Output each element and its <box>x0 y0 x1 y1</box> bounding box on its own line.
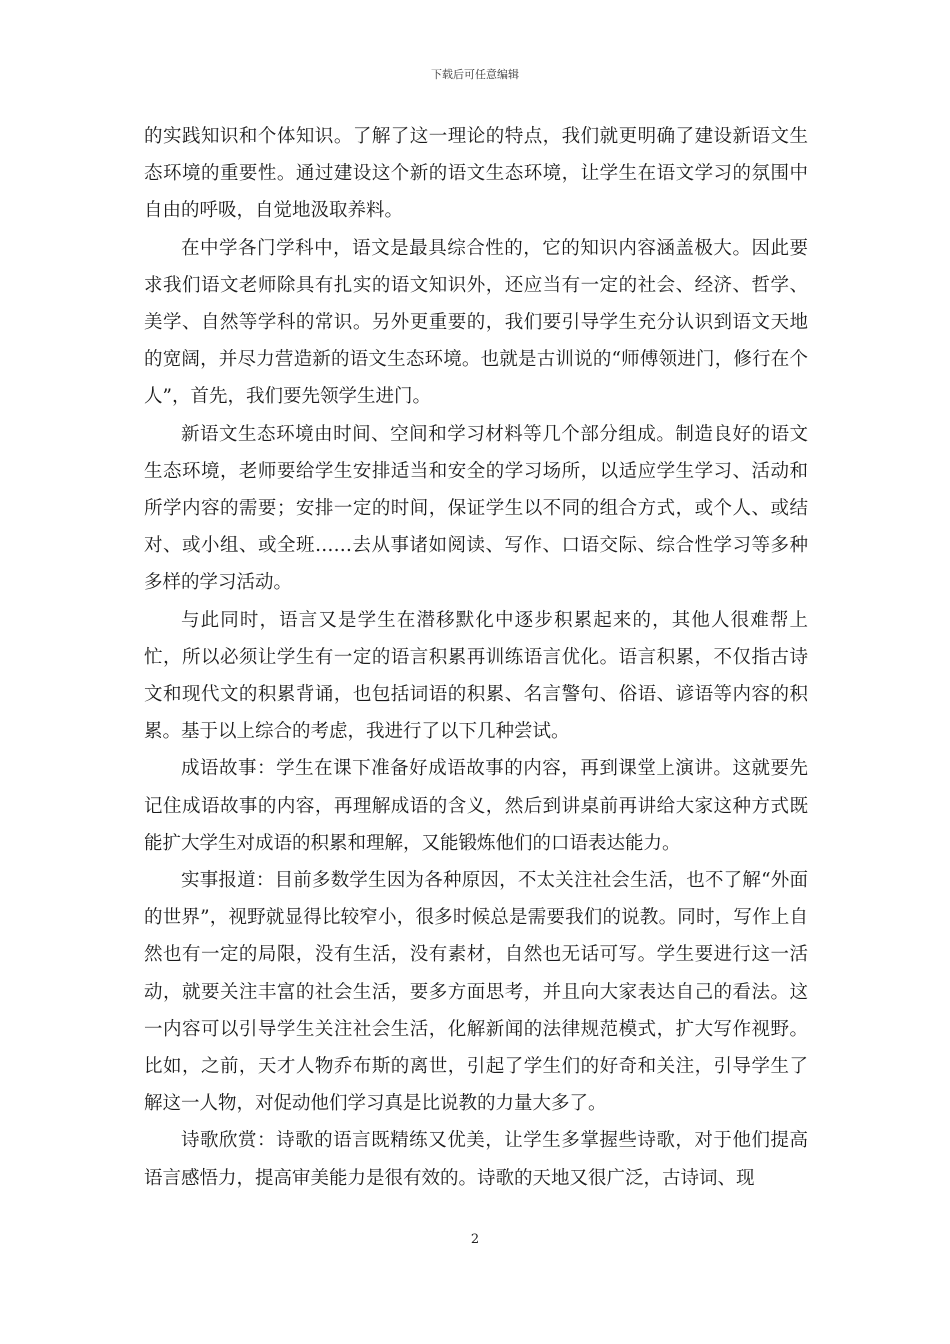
paragraph: 与此同时，语言又是学生在潜移默化中逐步积累起来的，其他人很难帮上忙，所以必须让学生有一定的语言积累再训练语言优化。语言积累，不仅指古诗文和现代文的积累背诵，也包括词语的积累、名言警句、俗语、谚语等内容的积累。基于以上综合的考虑，我进行了以下几种尝试。 <box>144 609 808 743</box>
paragraph: 成语故事：学生在课下准备好成语故事的内容，再到课堂上演讲。这就要先记住成语故事的内容，再理解成语的含义，然后到讲桌前再讲给大家这种方式既能扩大学生对成语的积累和理解，又能锻炼他们的口语表达能力。 <box>144 758 808 854</box>
document-body <box>144 118 808 1197</box>
paragraph: 在中学各门学科中，语文是最具综合性的，它的知识内容涵盖极大。因此要求我们语文老师除具有扎实的语文知识外，还应当有一定的社会、经济、哲学、美学、自然等学科的常识。另外更重要的，我们要引导学生充分认识到语文天地的宽阔，并尽力营造新的语文生态环境。也就是古训说的“师傅领进门，修行在个人”，首先，我们要先领学生进门。 <box>144 237 808 408</box>
paragraph: 新语文生态环境由时间、空间和学习材料等几个部分组成。制造良好的语文生态环境，老师要给学生安排适当和安全的学习场所，以适应学生学习、活动和所学内容的需要；安排一定的时间，保证学生以不同的组合方式，或个人、或结对、或小组、或全班……去从事诸如阅读、写作、口语交际、综合性学习等多种多样的学习活动。 <box>144 423 808 594</box>
paragraph-continuation: 的实践知识和个体知识。了解了这一理论的特点，我们就更明确了建设新语文生态环境的重要性。通过建设这个新的语文生态环境，让学生在语文学习的氛围中自由的呼吸，自觉地汲取养料。 <box>144 126 808 222</box>
paragraph: 诗歌欣赏：诗歌的语言既精练又优美，让学生多掌握些诗歌，对于他们提高语言感悟力，提高审美能力是很有效的。诗歌的天地又很广泛，古诗词、现 <box>144 1130 808 1189</box>
page-number: 2 <box>470 1232 480 1247</box>
page-header: 下载后可任意编辑 <box>431 68 519 81</box>
paragraph: 实事报道：目前多数学生因为各种原因，不太关注社会生活，也不了解“外面的世界”，视野就显得比较窄小，很多时候总是需要我们的说教。同时，写作上自然也有一定的局限，没有生活，没有素材，自然也无话可写。学生要进行这一活动，就要关注丰富的社会生活，要多方面思考，并且向大家表达自己的看法。这一内容可以引导学生关注社会生活，化解新闻的法律规范模式，扩大写作视野。比如，之前，天才人物乔布斯的离世，引起了学生们的好奇和关注，引导学生了解这一人物，对促动他们学习真是比说教的力量大多了。 <box>144 870 808 1115</box>
